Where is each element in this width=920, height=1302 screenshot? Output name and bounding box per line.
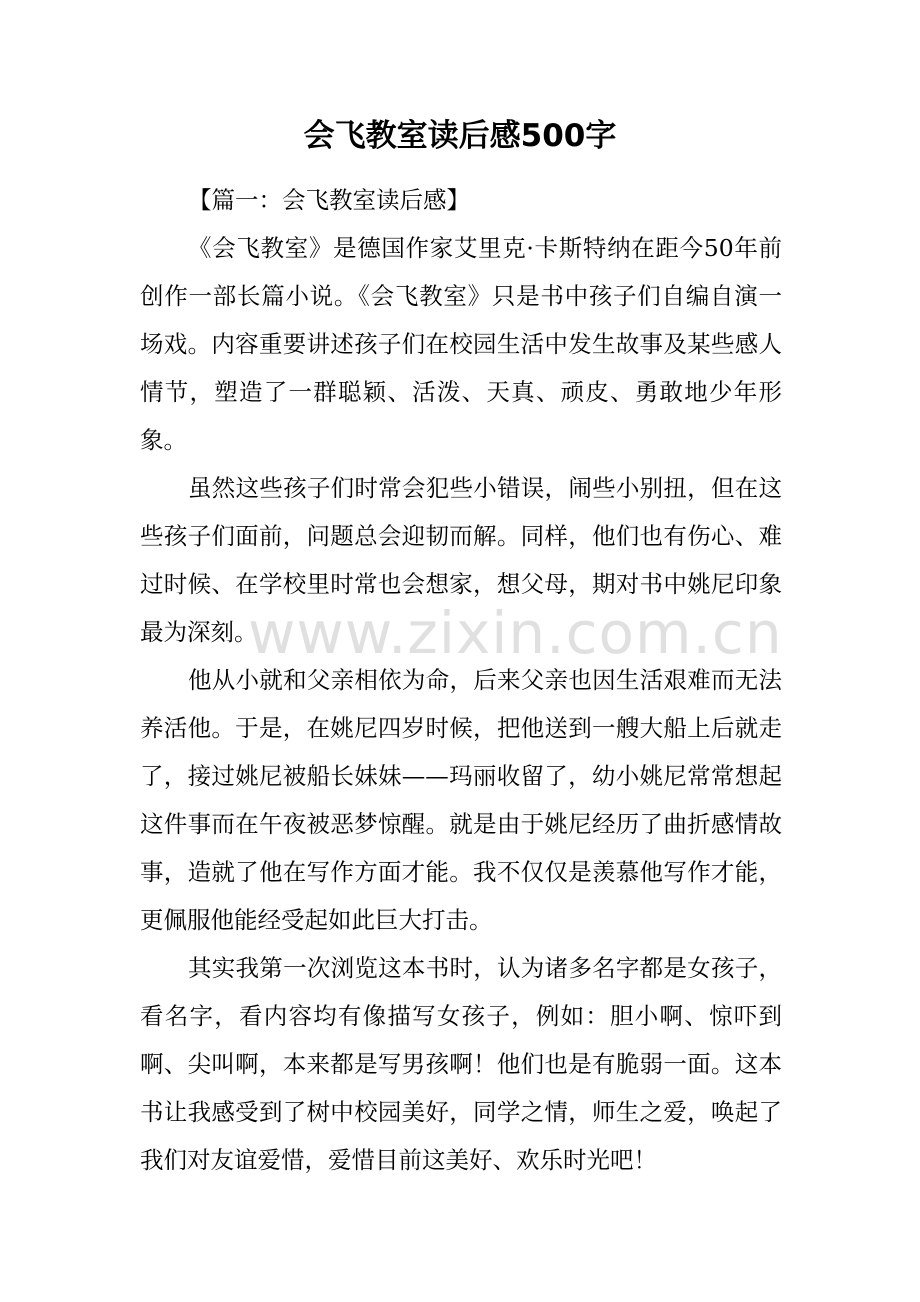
section-heading: 【篇一：会飞教室读后感】 (188, 186, 470, 214)
watermark: www.zixin.com.cn (248, 599, 783, 667)
paragraph-3: 他从小就和父亲相依为命，后来父亲也因生活艰难而无法养活他。于是，在姚尼四岁时候，把他送到一艘大船上后就走了，接过姚尼被船长妹妹——玛丽收留了，幼小姚尼常常想起这件事而在午夜被恶梦惊醒。就是由于姚尼经历了曲折感情故事，造就了他在写作方面才能。我不仅仅是羡慕他写作才能，更佩服他能经受起如此巨大打击。 (140, 666, 782, 934)
paragraph-1: 《会飞教室》是德国作家艾里克·卡斯特纳在距今50年前创作一部长篇小说。《会飞教室》只是书中孩子们自编自演一场戏。内容重要讲述孩子们在校园生活中发生故事及某些感人情节，塑造了一群聪颖、活泼、天真、顽皮、勇敢地少年形象。 (140, 234, 782, 454)
paragraph-4: 其实我第一次浏览这本书时，认为诸多名字都是女孩子，看名字，看内容均有像描写女孩子，例如：胆小啊、惊吓到啊、尖叫啊，本来都是写男孩啊！他们也是有脆弱一面。这本书让我感受到了树中校园美好，同学之情，师生之爱，唤起了我们对友谊爱惜，爱惜目前这美好、欢乐时光吧！ (140, 954, 782, 1174)
document-body (140, 176, 782, 1184)
page-title: 会飞教室读后感500字 (303, 118, 617, 154)
paragraph-2: 虽然这些孩子们时常会犯些小错误，闹些小别扭，但在这些孩子们面前，问题总会迎韧而解。同样，他们也有伤心、难过时候、在学校里时常也会想家，想父母，期对书中姚尼印象最为深刻。 (140, 474, 782, 646)
